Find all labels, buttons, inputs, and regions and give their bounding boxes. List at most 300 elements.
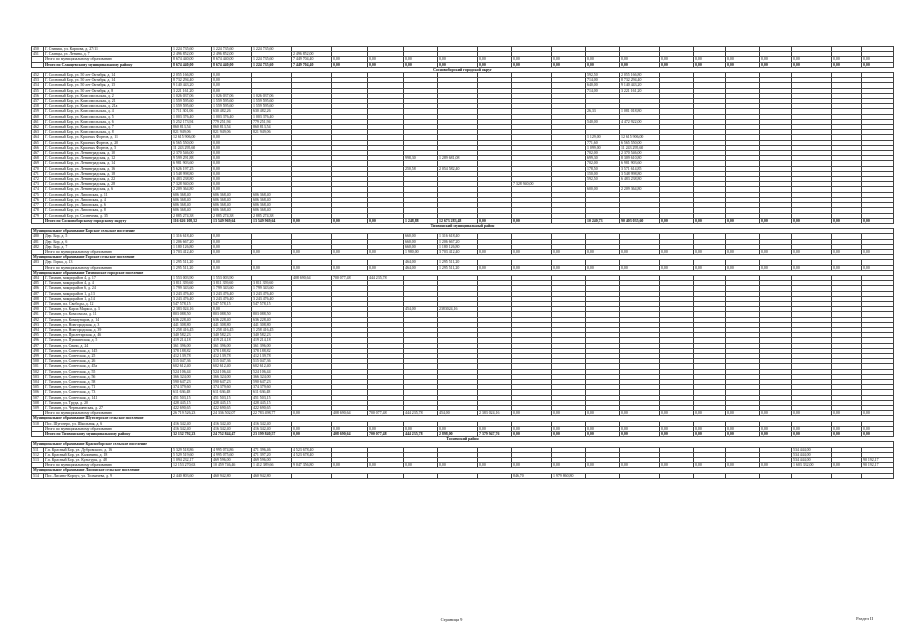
value-cell: 1 316 618,40 (438, 234, 478, 239)
value-cell: 1 224 735,60 (252, 47, 292, 52)
value-cell: 606 368,40 (252, 203, 292, 208)
value-cell: 0,00 (620, 426, 660, 431)
address-cell: Пос. Шугозеро, ул. Школьная, д. 6 (44, 421, 172, 426)
address-cell: Г. Тихвин, ул. Новгородская, д. 39 (44, 327, 172, 332)
value-cell: 0,00 (832, 463, 862, 468)
value-cell: 0,00 (792, 426, 832, 431)
value-cell: 771,60 (586, 140, 620, 145)
section-label: Раздел II (856, 616, 873, 621)
address-cell: Г. Сосновый Бор, ул. 50 лет Октября, д. 8 (44, 88, 172, 93)
value-cell: 0,00 (478, 249, 512, 254)
value-cell: 0,00 (862, 265, 894, 270)
row-number-cell: 472 (32, 177, 44, 182)
value-cell: 0,00 (212, 156, 252, 161)
value-cell: 0,00 (368, 249, 404, 254)
value-cell: 0,00 (586, 249, 620, 254)
value-cell: 699,30 (586, 156, 620, 161)
row-number-cell: 499 (32, 353, 44, 358)
value-cell: 3 571 614,85 (620, 166, 660, 171)
address-cell: Г. Сосновый Бор, ул. 50 лет Октября, д. 14 (44, 78, 172, 83)
value-cell: 0,00 (792, 57, 832, 62)
row-number-cell: 456 (32, 93, 44, 98)
value-cell: 846,70 (512, 473, 552, 478)
value-cell: 0,00 (694, 57, 726, 62)
value-cell: 10 240,73 (586, 218, 620, 223)
value-cell: 0,00 (368, 57, 404, 62)
row-number-cell: 483 (32, 260, 44, 265)
value-cell: 0,00 (292, 411, 332, 416)
value-cell: 0,00 (478, 218, 512, 223)
value-cell: 454,00 (438, 411, 478, 416)
address-cell: Г. Тихвин, ул. Советская, д. 141 (44, 395, 172, 400)
value-cell: 821 949,06 (252, 130, 292, 135)
address-cell: Итого по Сосновоборскому городскому округу (44, 218, 172, 223)
value-cell: 8 674 440,00 (172, 57, 212, 62)
value-cell: 2 885 274,38 (172, 213, 212, 218)
page-number: Страница 9 (440, 617, 463, 622)
address-cell: Г.п. Красный Бор, ул. Калинина, д. 18 (44, 452, 172, 457)
value-cell: 1 559 595,60 (252, 104, 292, 109)
housing-register-table (31, 46, 894, 479)
address-cell: Итого по муниципальному образованию (44, 411, 172, 416)
row-number-cell: 505 (32, 385, 44, 390)
address-cell: Г. Тихвин, ул. Советская, д. 56 (44, 374, 172, 379)
value-cell (726, 473, 760, 478)
row-number-cell: 491 (32, 312, 44, 317)
value-cell: 1 559 595,60 (252, 99, 292, 104)
value-cell: 178,50 (586, 166, 620, 171)
value-cell: 0,00 (586, 426, 620, 431)
value-cell: 419 214,18 (212, 338, 252, 343)
address-cell: Г. Тихвин, ул. Советская, д. 145 (44, 348, 172, 353)
value-cell: 6 981 903,60 (620, 161, 660, 166)
value-cell: 0,00 (332, 265, 368, 270)
value-cell: 24 336 502,07 (212, 411, 252, 416)
value-cell: 0,00 (862, 432, 894, 437)
value-cell: 0,00 (552, 265, 586, 270)
value-cell: 0,00 (620, 249, 660, 254)
address-cell: Г.п. Красный Бор, ул. Дубровского, д. 16 (44, 447, 172, 452)
value-cell: 0,00 (660, 411, 694, 416)
value-cell (404, 473, 438, 478)
value-cell: 0,00 (726, 249, 760, 254)
value-cell: 26 719 526,23 (172, 411, 212, 416)
value-cell: 0,00 (512, 265, 552, 270)
value-cell: 700 077,48 (332, 275, 368, 280)
value-cell: 0,00 (438, 463, 478, 468)
row-number-cell: 494 (32, 327, 44, 332)
value-cell: 702,00 (586, 161, 620, 166)
value-cell (862, 473, 894, 478)
value-cell (586, 473, 620, 478)
value-cell: 24 752 844,47 (212, 432, 252, 437)
address-cell: Г. Сосновый Бор, ул. Ленинградская, д. 10 (44, 151, 172, 156)
value-cell: 611 636,48 (212, 390, 252, 395)
value-cell: 0,00 (862, 426, 894, 431)
address-cell: Г. Тихвин, ул. Советская, д. 26 (44, 359, 172, 364)
value-cell: 0,00 (478, 57, 512, 62)
value-cell: 366 324,00 (172, 374, 212, 379)
value-cell (832, 473, 862, 478)
value-cell: 714,00 (586, 88, 620, 93)
address-cell: Г. Тихвин, ул. Пролетарская, д. 46 (44, 333, 172, 338)
row-number-cell: 508 (32, 400, 44, 405)
value-cell: 660,00 (404, 234, 438, 239)
value-cell: 422 690,65 (172, 406, 212, 411)
value-cell: 444 235,78 (368, 275, 404, 280)
value-cell: 0,00 (726, 432, 760, 437)
value-cell: 1 295 511,20 (438, 265, 478, 270)
value-cell: 0,00 (660, 249, 694, 254)
value-cell: 5 529 519,60 (172, 452, 212, 457)
value-cell: 602 612,40 (212, 364, 252, 369)
address-cell: Г.п. Красный Бор, ул. Культуры, д. 48 (44, 458, 172, 463)
value-cell: 779 251,94 (212, 119, 252, 124)
value-cell: 0,00 (332, 62, 368, 67)
value-cell: 361 396,00 (252, 343, 292, 348)
value-cell: 1 248,88 (404, 218, 438, 223)
value-cell: 0,00 (620, 463, 660, 468)
address-cell: Г. Сосновый Бор, ул. Липовская, д. 8 (44, 208, 172, 213)
value-cell: 0,00 (212, 88, 252, 93)
value-cell: 12 673 283,48 (438, 218, 478, 223)
row-number-cell: 467 (32, 151, 44, 156)
row-number-cell: 503 (32, 374, 44, 379)
value-cell: 0,00 (792, 265, 832, 270)
row-number-cell: 459 (32, 109, 44, 114)
value-cell: 4 523 678,40 (292, 452, 332, 457)
value-cell (292, 473, 332, 478)
value-cell: 5 252 173,94 (172, 119, 212, 124)
value-cell: 6 565 550,00 (620, 140, 660, 145)
value-cell: 441 308,80 (252, 322, 292, 327)
value-cell: 3 811 359,60 (212, 281, 252, 286)
value-cell: 0,00 (620, 432, 660, 437)
row-number-cell: 498 (32, 348, 44, 353)
value-cell: 0,00 (694, 426, 726, 431)
value-cell: 534 444,00 (792, 458, 832, 463)
value-cell: 366 324,00 (212, 374, 252, 379)
row-number-cell: 468 (32, 156, 44, 161)
row-number-cell: 514 (32, 473, 44, 478)
value-cell: 640,00 (586, 83, 620, 88)
address-cell: Пос. Лисино-Корпус, ул. Толмачева, д. 9 (44, 473, 172, 478)
value-cell: 2 496 852,00 (172, 52, 212, 57)
value-cell: 0,00 (586, 62, 620, 67)
value-cell (760, 473, 792, 478)
address-cell: Итого по муниципальному образованию (44, 426, 172, 431)
value-cell: 0,00 (552, 57, 586, 62)
value-cell: 0,00 (212, 249, 252, 254)
value-cell: 1 180 126,80 (438, 244, 478, 249)
value-cell: 0,00 (660, 218, 694, 223)
value-cell: 460 942,80 (212, 473, 252, 478)
value-cell: 6 483 238,80 (620, 177, 660, 182)
row-number-cell: 504 (32, 380, 44, 385)
value-cell: 9 599 291,88 (172, 156, 212, 161)
value-cell: 0,00 (862, 57, 894, 62)
value-cell: 592,50 (586, 73, 620, 78)
row-number-cell: 501 (32, 364, 44, 369)
value-cell: 0,00 (726, 62, 760, 67)
value-cell: 1 559 595,60 (212, 99, 252, 104)
value-cell: 408 690,64 (332, 411, 368, 416)
address-cell: Г. Сосновый Бор, ул. Комсомольская, д. 21а (44, 104, 172, 109)
row-number-cell: 450 (32, 47, 44, 52)
address-cell: Г. Тихвин, ул. Коммунаров, д. 14 (44, 317, 172, 322)
value-cell: 3 243 476,40 (252, 296, 292, 301)
address-cell: Итого по муниципальному образованию (44, 463, 172, 468)
value-cell: 3 221 161,20 (620, 88, 660, 93)
value-cell: 700 077,48 (368, 432, 404, 437)
row-number-cell: 462 (32, 125, 44, 130)
value-cell: 7 328 940,00 (512, 182, 552, 187)
value-cell: 606 368,40 (212, 192, 252, 197)
row-number-cell: 490 (32, 307, 44, 312)
row-number-cell: 497 (32, 343, 44, 348)
value-cell: 3 243 476,40 (252, 291, 292, 296)
value-cell: 611 636,48 (172, 390, 212, 395)
value-cell: 524 106,44 (172, 369, 212, 374)
value-cell: 451 503,15 (212, 395, 252, 400)
value-cell: 0,00 (586, 57, 620, 62)
value-cell: 2 496 852,00 (292, 52, 332, 57)
value-cell: 0,00 (212, 140, 252, 145)
value-cell: 90 403 035,60 (620, 218, 660, 223)
table-body (32, 47, 894, 479)
row-number-cell: 489 (32, 301, 44, 306)
value-cell: 0,00 (660, 265, 694, 270)
value-cell: 150,00 (586, 171, 620, 176)
value-cell: 1 295 511,20 (438, 260, 478, 265)
address-cell: Г. Тихвин, ул. Связи, д. 24 (44, 343, 172, 348)
value-cell: 471 397,20 (252, 452, 292, 457)
row-number-cell: 455 (32, 88, 44, 93)
value-cell: 454,00 (404, 307, 438, 312)
value-cell: 3 703 412,40 (438, 249, 478, 254)
value-cell: 0,00 (332, 426, 368, 431)
value-cell: 606 368,40 (212, 203, 252, 208)
value-cell: 803 088,50 (252, 312, 292, 317)
value-cell: 408 690,64 (332, 432, 368, 437)
row-number-cell: 487 (32, 291, 44, 296)
value-cell: 441 308,80 (172, 322, 212, 327)
value-cell: 606 368,40 (172, 197, 212, 202)
value-cell: 428 445,15 (172, 400, 212, 405)
value-cell: 2 383 024,16 (478, 411, 512, 416)
value-cell: 419 214,18 (172, 338, 212, 343)
value-cell: 9 140 443,20 (620, 83, 660, 88)
value-cell: 0,00 (212, 234, 252, 239)
row-number-cell: 469 (32, 161, 44, 166)
value-cell: 0,00 (862, 249, 894, 254)
value-cell: 6 483 238,80 (172, 177, 212, 182)
address-cell: Дер. Бор, д. 5 (44, 234, 172, 239)
value-cell: 606 368,40 (212, 197, 252, 202)
value-cell: 416 342,40 (212, 426, 252, 431)
value-cell: 0,00 (760, 265, 792, 270)
value-cell: 860 813,54 (212, 125, 252, 130)
address-cell: Г. Сосновый Бор, ул. Комсомольская, д. 2 (44, 93, 172, 98)
value-cell: 4 472 922,00 (620, 119, 660, 124)
value-cell: 0,00 (292, 265, 332, 270)
value-cell: 378 188,82 (172, 348, 212, 353)
value-cell: 471 396,46 (252, 447, 292, 452)
address-cell: Г. Сосновый Бор, ул. Ленинградская, д. 22 (44, 177, 172, 182)
value-cell: 26,33 (586, 109, 620, 114)
value-cell: 0,00 (660, 57, 694, 62)
value-cell: 0,00 (368, 426, 404, 431)
value-cell: 590 647,23 (212, 380, 252, 385)
value-cell: 422 690,65 (252, 406, 292, 411)
address-cell: Г. Сосновый Бор, ул. Комсомольская, д. 5 (44, 114, 172, 119)
value-cell: 250,58 (404, 166, 438, 171)
address-cell: Г. Тихвин, ул. Комсомола, д. 11 (44, 312, 172, 317)
value-cell: 361 396,00 (172, 343, 212, 348)
address-cell: Г. Тихвин, микрорайон 4, д. 4 (44, 281, 172, 286)
value-cell: 422 690,65 (212, 406, 252, 411)
value-cell: 90 192,17 (862, 463, 894, 468)
value-cell: 416 342,40 (252, 426, 292, 431)
value-cell: 3 811 359,60 (252, 281, 292, 286)
row-number-cell: 512 (32, 452, 44, 457)
value-cell: 0,00 (792, 411, 832, 416)
address-cell: Г. Тихвин, ул. Советская, д. 71 (44, 385, 172, 390)
value-cell: 1 224 735,60 (252, 62, 292, 67)
value-cell: 340 582,23 (252, 333, 292, 338)
value-cell: 1 799 343,60 (252, 286, 292, 291)
value-cell: 419 214,18 (252, 338, 292, 343)
value-cell: 0,00 (832, 57, 862, 62)
value-cell: 0,00 (862, 62, 894, 67)
value-cell: 340 582,23 (172, 333, 212, 338)
address-cell: Г. Сосновый Бор, ул. Липовская, д. 11 (44, 192, 172, 197)
address-cell: Г. Тихвин, ул. Советская, д. 58 (44, 380, 172, 385)
value-cell: 1 099,00 (586, 145, 620, 150)
value-cell: 1 559 595,60 (212, 104, 252, 109)
table-row (32, 473, 894, 478)
value-cell: 0,00 (832, 432, 862, 437)
address-cell: Г. Сосновый Бор, ул. Красных Фортов, д. 5 (44, 145, 172, 150)
value-cell: 0,00 (694, 411, 726, 416)
value-cell: 2 055 166,80 (172, 73, 212, 78)
value-cell: 1 295 511,20 (172, 260, 212, 265)
value-cell (660, 473, 694, 478)
row-number-cell: 510 (32, 421, 44, 426)
value-cell: 4 995 075,60 (212, 452, 252, 457)
value-cell: 0,00 (438, 62, 478, 67)
value-cell: 3 243 476,40 (212, 291, 252, 296)
row-number-cell: 493 (32, 322, 44, 327)
value-cell: 2 383 024,16 (172, 307, 212, 312)
municipality-title: Муниципальное образование Шугозерское сельское поселение (32, 416, 894, 421)
address-cell: Г. Тихвин, ул. Чернышевская, д. 27 (44, 406, 172, 411)
value-cell: 0,00 (404, 463, 438, 468)
value-cell: 1 258 416,45 (212, 327, 252, 332)
value-cell: 3 703 412,40 (172, 249, 212, 254)
value-cell: 408 690,64 (292, 275, 332, 280)
value-cell: 611 636,48 (252, 390, 292, 395)
row-number-cell: 496 (32, 338, 44, 343)
row-number-cell: 492 (32, 317, 44, 322)
value-cell: 451 503,15 (252, 395, 292, 400)
value-cell: 547 578,15 (172, 301, 212, 306)
value-cell: 0,00 (552, 411, 586, 416)
value-cell: 12 153 270,63 (172, 463, 212, 468)
row-number-cell: 474 (32, 187, 44, 192)
value-cell: 0,00 (512, 463, 552, 468)
value-cell: 1 026 037,06 (212, 93, 252, 98)
address-cell: Дер. Бор, д. 7 (44, 244, 172, 249)
value-cell: 4 995 074,86 (212, 447, 252, 452)
address-cell: Г. Сосновый Бор, ул. 50 лет Октября, д. 15 (44, 83, 172, 88)
value-cell: 0,00 (694, 463, 726, 468)
value-cell: 998,30 (404, 156, 438, 161)
value-cell: 3 243 476,40 (172, 296, 212, 301)
value-cell: 1 026 037,06 (172, 93, 212, 98)
row-number-cell: 471 (32, 171, 44, 176)
value-cell: 1 799 343,60 (172, 286, 212, 291)
municipality-title: Муниципальное образование Тихвинское городское поселение (32, 270, 894, 275)
value-cell: 0,00 (212, 161, 252, 166)
value-cell: 6 981 903,60 (172, 161, 212, 166)
value-cell: 1 559 595,60 (172, 99, 212, 104)
value-cell: 0,00 (586, 432, 620, 437)
value-cell: 0,00 (212, 73, 252, 78)
address-cell: Г. Сосновый Бор, ул. Комсомольская, д. 7 (44, 125, 172, 130)
section-title: Тихвинский муниципальный район (32, 223, 894, 228)
value-cell: 590 647,23 (172, 380, 212, 385)
value-cell: 0,00 (760, 57, 792, 62)
address-cell: Г. Сосновый Бор, ул. Красных Фортов, д. 20 (44, 140, 172, 145)
value-cell: 606 368,40 (172, 192, 212, 197)
value-cell: 524 106,44 (212, 369, 252, 374)
value-cell: 0,00 (212, 239, 252, 244)
value-cell: 0,00 (512, 57, 552, 62)
value-cell: 0,00 (760, 463, 792, 468)
value-cell: 0,00 (212, 78, 252, 83)
value-cell: 464,00 (404, 265, 438, 270)
value-cell: 1 026 037,06 (252, 93, 292, 98)
address-cell: Г. Сосновый Бор, ул. Комсомольская, д. 21 (44, 99, 172, 104)
value-cell: 1 081 018,80 (620, 109, 660, 114)
value-cell: 606 368,40 (172, 208, 212, 213)
value-cell: 416 342,40 (212, 421, 252, 426)
value-cell: 469 596,00 (212, 458, 252, 463)
address-cell: Г. Сосновый Бор, ул. 50 лет Октября, д. 14 (44, 73, 172, 78)
value-cell: 0,00 (292, 426, 332, 431)
address-cell: Г. Тихвин, микрорайон 1, д.14 (44, 296, 172, 301)
row-number-cell: 458 (32, 104, 44, 109)
value-cell: 779 251,94 (252, 119, 292, 124)
address-cell: Дер. Бор, д. 6 (44, 239, 172, 244)
value-cell: 0,00 (620, 62, 660, 67)
row-number-cell: 466 (32, 145, 44, 150)
value-cell: 0,00 (478, 463, 512, 468)
value-cell: 428 445,15 (212, 400, 252, 405)
municipality-title: Муниципальное образование Борское сельское поселение (32, 229, 894, 234)
value-cell: 22 783 498,77 (252, 411, 292, 416)
value-cell (694, 473, 726, 478)
section-title: Тосненский район (32, 437, 894, 442)
value-cell: 0,00 (404, 426, 438, 431)
value-cell: 5 329 518,86 (172, 447, 212, 452)
value-cell: 0,00 (552, 426, 586, 431)
value-cell: 602 612,40 (252, 364, 292, 369)
value-cell: 630 482,26 (212, 109, 252, 114)
value-cell: 2 885 274,38 (212, 213, 252, 218)
value-cell: 0,00 (832, 411, 862, 416)
